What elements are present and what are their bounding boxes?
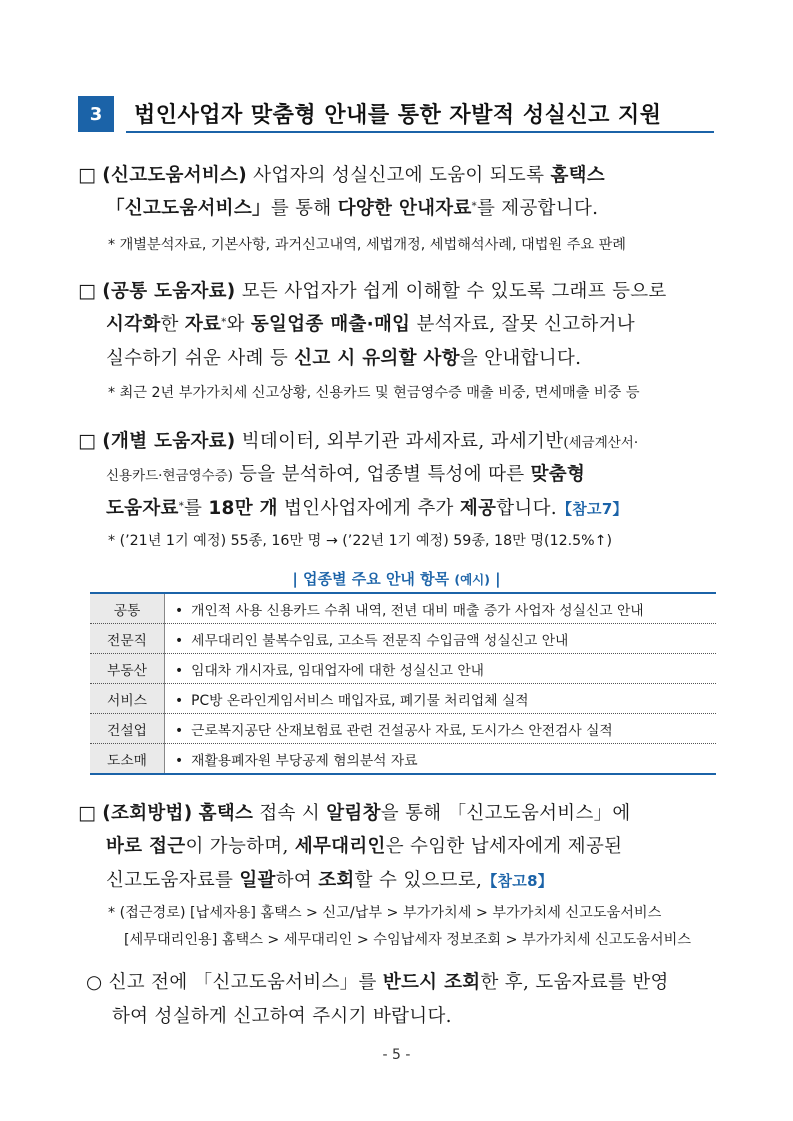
text: 한 후, 도움자료를 반영: [480, 972, 669, 993]
industry-category-cell: 도소매: [90, 744, 165, 775]
text: 를: [184, 498, 209, 519]
paragraph-heading: (신고도움서비스): [102, 165, 247, 186]
checkbox-bullet: □: [78, 280, 97, 302]
guide-item-cell: [165, 714, 717, 744]
paragraph-heading: (개별 도움자료): [102, 431, 236, 452]
text-small: (세금계산서·: [563, 435, 639, 451]
guide-item-text: PC방 온라인게임서비스 매입자료, 폐기물 처리업체 실적: [191, 692, 529, 709]
industry-guide-table: [90, 592, 716, 775]
guide-item-cell: [165, 684, 717, 714]
text: 할 수 있으므로,: [354, 870, 483, 891]
guide-item-cell: [165, 744, 717, 775]
emphasis: 조회: [318, 870, 355, 891]
paragraph-individual-materials: [78, 424, 718, 526]
footnote-mark: *: [471, 201, 477, 212]
emphasis: 알림창: [326, 803, 381, 824]
emphasis: 동일업종 매출·매입: [250, 314, 411, 335]
text: 와: [226, 314, 251, 335]
text: 을 안내합니다.: [459, 348, 582, 369]
text: 한: [160, 314, 185, 335]
emphasis: 세무대리인: [294, 836, 386, 857]
emphasis: 시각화: [106, 314, 161, 335]
industry-category-cell: 건설업: [90, 714, 165, 744]
text: 실수하기 쉬운 사례 등: [106, 348, 295, 369]
emphasis: 홈택스: [550, 165, 605, 186]
section-number-badge: 3: [78, 96, 114, 132]
reference-link: 【참고8】: [482, 872, 554, 890]
text: 을 통해 「신고도움서비스」에: [380, 803, 631, 824]
guide-item-text: 근로복지공단 산재보험료 관련 건설공사 자료, 도시가스 안전검사 실적: [191, 722, 613, 739]
table-row: [90, 593, 716, 624]
bullet-icon: •: [175, 722, 184, 739]
text: 빅데이터, 외부기관 과세자료, 과세기반: [235, 431, 564, 452]
paragraph-lookup-method: [78, 796, 718, 898]
emphasis: 바로 접근: [106, 836, 186, 857]
checkbox-bullet: □: [78, 802, 97, 824]
footnote-p4-path-agent: [세무대리인용] 홈택스 > 세무대리인 > 수임납세자 정보조회 > 부가가치세 신고도움서비스: [124, 932, 692, 948]
text: 하여: [275, 870, 319, 891]
text: 하여 성실하게 신고하여 주시기 바랍니다.: [112, 1006, 452, 1027]
checkbox-bullet: □: [78, 430, 97, 452]
checkbox-bullet: □: [78, 164, 97, 186]
emphasis: 반드시 조회: [382, 972, 481, 993]
paragraph-heading: (공통 도움자료): [102, 281, 236, 302]
bullet-icon: •: [175, 602, 184, 619]
text: 법인사업자에게 추가: [277, 498, 460, 519]
guide-item-text: 재활용폐자원 부당공제 혐의분석 자료: [191, 752, 418, 769]
emphasis: 다양한 안내자료: [337, 198, 472, 219]
industry-category-cell: 공통: [90, 593, 165, 624]
emphasis: 홈택스: [198, 803, 254, 824]
footnote-mark: *: [178, 501, 184, 512]
industry-category-cell: 부동산: [90, 654, 165, 684]
table-row: [90, 714, 716, 744]
emphasis: 도움자료: [106, 498, 179, 519]
text: 접속 시: [253, 803, 327, 824]
emphasis: 자료: [184, 314, 222, 335]
section-title: 법인사업자 맞춤형 안내를 통한 자발적 성실신고 지원: [134, 103, 662, 128]
bullet-icon: •: [175, 632, 184, 649]
table-row: [90, 744, 716, 775]
paragraph-closing-request: [86, 966, 726, 1034]
footnote-p4-path-taxpayer: * (접근경로) [납세자용] 홈택스 > 신고/납부 > 부가가치세 > 부가가치세 신고도움서비스: [108, 905, 662, 921]
industry-category-cell: 전문직: [90, 624, 165, 654]
text: 모든 사업자가 쉽게 이해할 수 있도록 그래프 등으로: [235, 281, 667, 302]
text: 사업자의 성실신고에 도움이 되도록: [246, 165, 551, 186]
text: 를 통해: [270, 198, 338, 219]
text: 은 수임한 납세자에게 제공된: [385, 836, 623, 857]
text: 이 가능하며,: [185, 836, 295, 857]
bullet-icon: •: [175, 692, 184, 709]
table-row: [90, 654, 716, 684]
text: 등을 분석하여, 업종별 특성에 따른: [232, 464, 531, 485]
table-title: [0, 568, 793, 589]
paragraph-report-help-service: [78, 158, 718, 226]
bullet-icon: •: [175, 752, 184, 769]
guide-item-text: 개인적 사용 신용카드 수취 내역, 전년 대비 매출 증가 사업자 성실신고 안내: [191, 602, 644, 619]
guide-item-cell: [165, 654, 717, 684]
emphasis: 18만 개: [208, 498, 278, 519]
text: 신고 전에 「신고도움서비스」를: [102, 972, 383, 993]
text: 분석자료, 잘못 신고하거나: [410, 314, 635, 335]
text: 를 제공합니다.: [476, 198, 599, 219]
emphasis: 신고 시 유의할 사항: [294, 348, 460, 369]
reference-link: 【참고7】: [556, 500, 628, 518]
paragraph-common-materials: [78, 274, 718, 376]
text-small: 신용카드·현금영수증): [106, 468, 233, 484]
table-row: [90, 624, 716, 654]
guide-item-cell: [165, 624, 717, 654]
guide-item-text: 임대차 개시자료, 임대업자에 대한 성실신고 안내: [191, 662, 485, 679]
paragraph-heading: (조회방법): [102, 803, 193, 824]
footnote-p1: * 개별분석자료, 기본사항, 과거신고내역, 세법개정, 세법해석사례, 대법원 주요 판례: [108, 237, 626, 253]
table-title-bar: |: [489, 570, 501, 588]
guide-item-cell: [165, 593, 717, 624]
emphasis: 일괄: [239, 870, 276, 891]
footnote-mark: *: [221, 317, 227, 328]
footnote-p3: * (’21년 1기 예정) 55종, 16만 명 → (’22년 1기 예정) 59종, 18만 명(12.5%↑): [108, 533, 613, 549]
table-title-text: | 업종별 주요 안내 항목: [292, 570, 455, 588]
emphasis: 맞춤형: [530, 464, 586, 485]
footnote-p2: * 최근 2년 부가가치세 신고상황, 신용카드 및 현금영수증 매출 비중, 면세매출 비중 등: [108, 385, 640, 401]
circle-bullet: ○: [86, 972, 103, 993]
emphasis: 「신고도움서비스」: [106, 198, 271, 219]
guide-item-text: 세무대리인 불복수임료, 고소득 전문직 수입금액 성실신고 안내: [191, 632, 569, 649]
table-title-example: (예시): [454, 572, 490, 587]
page-number: - 5 -: [382, 1047, 411, 1063]
section-title-underline: [126, 131, 714, 133]
text: 신고도움자료를: [106, 870, 240, 891]
bullet-icon: •: [175, 662, 184, 679]
text: 합니다.: [496, 498, 557, 519]
industry-category-cell: 서비스: [90, 684, 165, 714]
table-row: [90, 684, 716, 714]
emphasis: 제공: [459, 498, 497, 519]
